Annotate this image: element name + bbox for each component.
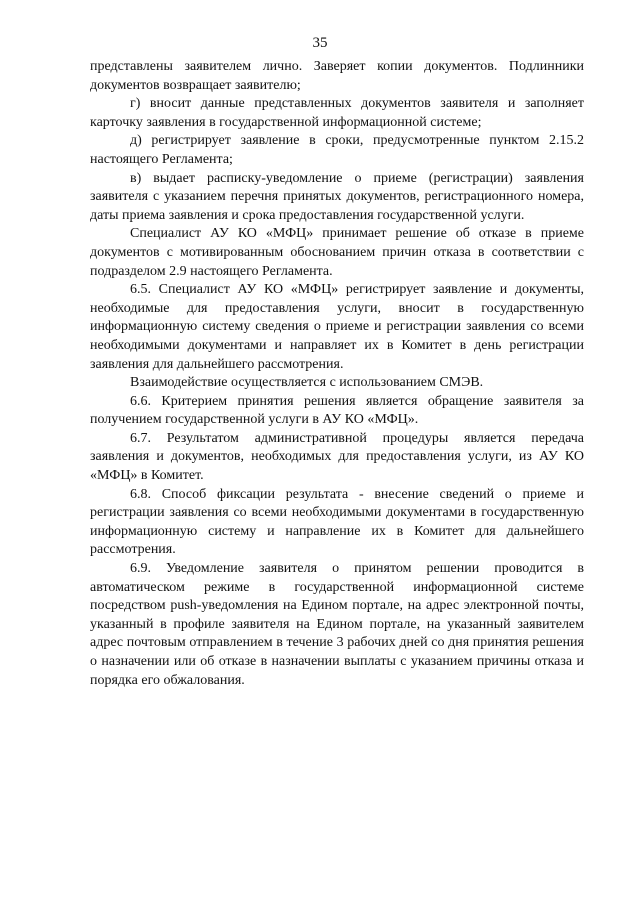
paragraph-smev: Взаимодействие осуществляется с использованием СМЭВ. [130,375,484,391]
paragraph-item-v: в) выдает расписку-уведомление о приеме (регистрации) заявления заявителя с указанием перечня принятых документов, регистрационного номера, даты приема заявления и срока предоставления государственной услуги. [90,170,584,223]
paragraph-6-8: 6.8. Способ фиксации результата - внесение сведений о приеме и регистрации заявления со всеми необходимыми документами в государственную информационную систему и направление их в Комитет для дальнейшего рассмотрения. [90,486,584,558]
paragraph-item-d: д) регистрирует заявление в сроки, предусмотренные пунктом 2.15.2 настоящего Регламента; [90,133,584,167]
paragraph-6-5: 6.5. Специалист АУ КО «МФЦ» регистрирует заявление и документы, необходимые для предоставления услуги, вносит в государственную информационную систему сведения о приеме и регистрации заявления со всеми необходимыми документами и направляет их в Комитет в день регистрации заявления для дальнейшего рассмотрения. [90,282,584,372]
paragraph-refusal: Специалист АУ КО «МФЦ» принимает решение об отказе в приеме документов с мотивированным обоснованием причин отказа в соответствии с подразделом 2.9 настоящего Регламента. [90,226,584,279]
paragraph-6-9: 6.9. Уведомление заявителя о принятом решении проводится в автоматическом режиме в государственной информационной системе посредством push-уведомления на Едином портале, на адрес электронной почты, указанный в профиле заявителя на Едином портале, на указанный заявителем адрес почтовым отправлением в течение 3 рабочих дней со дня принятия решения о назначении или об отказе в назначении выплаты с указанием причины отказа и порядка его обжалования. [90,561,584,688]
paragraph-item-g: г) вносит данные представленных документов заявителя и заполняет карточку заявления в государственной информационной системе; [90,96,584,130]
paragraph-6-7: 6.7. Результатом административной процедуры является передача заявления и документов, необходимых для предоставления услуги, из АУ КО «МФЦ» в Комитет. [90,430,584,484]
document-body [90,58,584,690]
paragraph-continuation: представлены заявителем лично. Заверяет копии документов. Подлинники документов возвращает заявителю; [90,59,584,93]
page-number: 35 [312,35,328,51]
paragraph-6-6: 6.6. Критерием принятия решения является обращение заявителя за получением государственной услуги в АУ КО «МФЦ». [90,393,584,428]
